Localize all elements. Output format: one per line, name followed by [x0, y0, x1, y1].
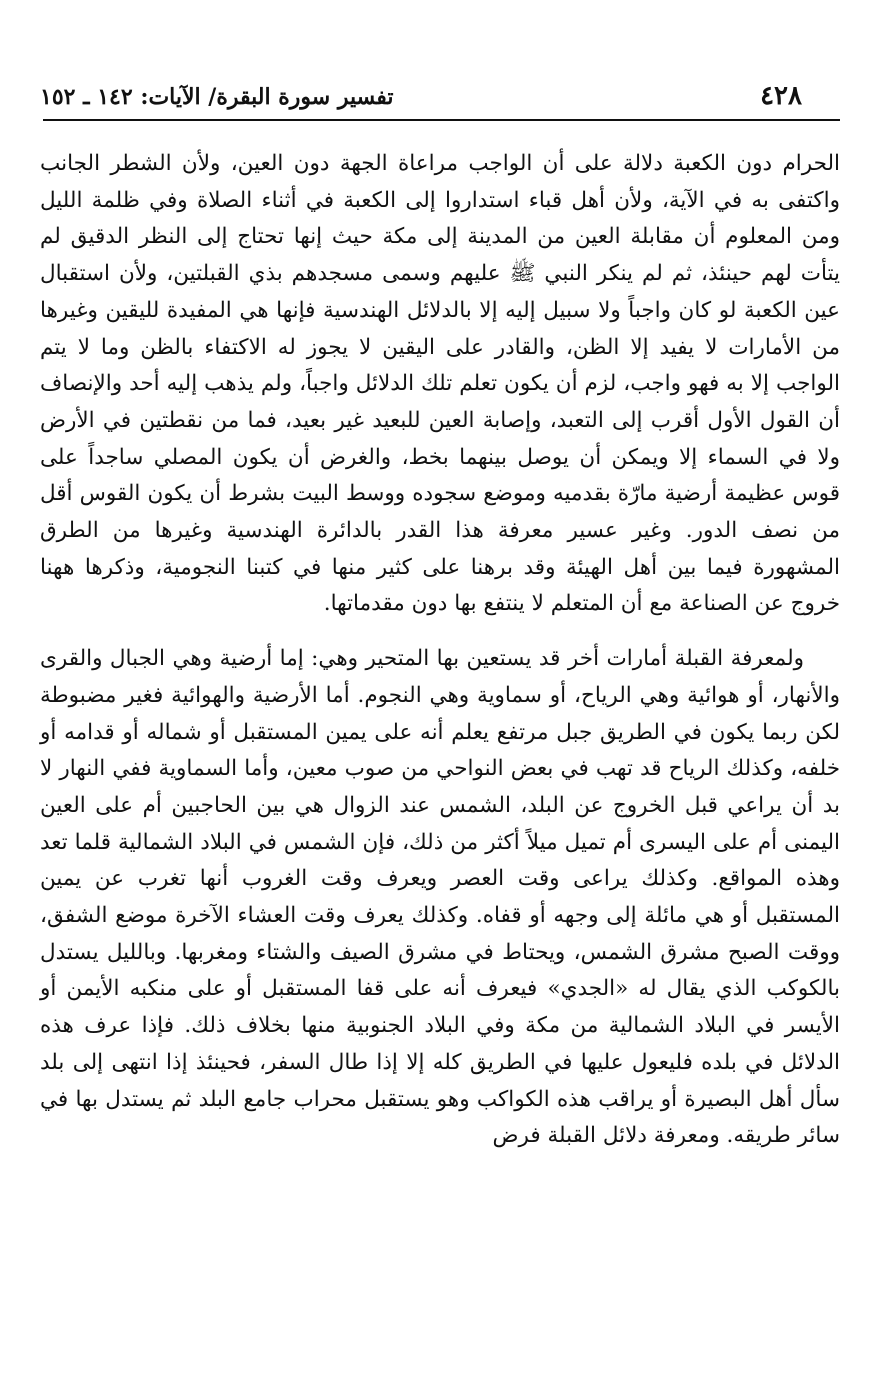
running-title: تفسير سورة البقرة/ الآيات: ١٤٢ ـ ١٥٢: [40, 84, 394, 110]
header-divider: [43, 119, 840, 121]
body-text: [40, 146, 840, 1155]
page-header: [40, 80, 840, 120]
paragraph: ولمعرفة القبلة أمارات أخر قد يستعين بها المتحير وهي: إما أرضية وهي الجبال والقرى والأنهار، أو هوائية وهي الرياح، أو سماوية وهي النجوم. أما الأرضية والهوائية فغير مضبوطة لكن ربما يكون في الطريق جبل مرتفع يعلم أنه على يمين المستقبل أو شماله أو قدامه أو خلفه، وكذلك الرياح قد تهب في بعض النواحي من صوب معين، وأما السماوية ففي النهار لا بد أن يراعي قبل الخروج عن البلد، الشمس عند الزوال هي بين الحاجبين أم على العين اليمنى أم على اليسرى أم تميل ميلاً أكثر من ذلك، فإن الشمس في البلاد الشمالية قلما تعد وهذه المواقع. وكذلك يراعى وقت العصر ويعرف وقت الغروب أنها تغرب عن يمين المستقبل أو هي مائلة إلى وجهه أو قفاه. وكذلك يعرف وقت العشاء الآخرة موضع الشفق، ووقت الصبح مشرق الشمس، ويحتاط في مشرق الصيف والشتاء ومغربها. وبالليل يستدل بالكوكب الذي يقال له «الجدي» فيعرف أنه على قفا المستقبل أو على منكبه الأيمن أو الأيسر في البلاد الشمالية من مكة وفي البلاد الجنوبية منها بخلاف ذلك. فإذا عرف هذه الدلائل في بلده فليعول عليها في الطريق كله إلا إذا طال السفر، فحينئذ إذا انتهى إلى بلد سأل أهل البصيرة أو يراقب هذه الكواكب وهو يستقبل محراب جامع البلد ثم يستدل بها في سائر طريقه. ومعرفة دلائل القبلة فرض: [40, 646, 840, 1149]
paragraph: الحرام دون الكعبة دلالة على أن الواجب مراعاة الجهة دون العين، ولأن الشطر الجانب واكتفى به في الآية، ولأن أهل قباء استداروا إلى الكعبة في أثناء الصلاة وفي ظلمة الليل ومن المعلوم أن مقابلة العين من المدينة إلى مكة حيث إنها تحتاج إلى النظر الدقيق لم يتأت لهم حينئذ، ثم لم ينكر النبي ﷺ عليهم وسمى مسجدهم بذي القبلتين، ولأن استقبال عين الكعبة لو كان واجباً ولا سبيل إليه إلا بالدلائل الهندسية فإنها هي المفيدة لليقين وغيرها من الأمارات لا يفيد إلا الظن، والقادر على اليقين لا يجوز له الاكتفاء بالظن وما لا يتم الواجب إلا به فهو واجب، لزم أن يكون تعلم تلك الدلائل واجباً، ولم يذهب إليه أحد والإنصاف أن القول الأول أقرب إلى التعبد، وإصابة العين للبعيد غير بعيد، فما من نقطتين في الأرض ولا في السماء إلا ويمكن أن يوصل بينهما بخط، والغرض أن يكون المصلي ساجداً على قوس عظيمة أرضية مارّة بقدميه وموضع سجوده ووسط البيت بشرط أن يكون القوس أقل من نصف الدور. وغير عسير معرفة هذا القدر بالدائرة الهندسية وغيرها من الطرق المشهورة فيما بين أهل الهيئة وقد برهنا على كثير منها في كتبنا النجومية، وذكرها ههنا خروج عن الصناعة مع أن المتعلم لا ينتفع بها دون مقدماتها.: [40, 151, 840, 617]
page-number: ٤٢٨: [760, 81, 802, 111]
